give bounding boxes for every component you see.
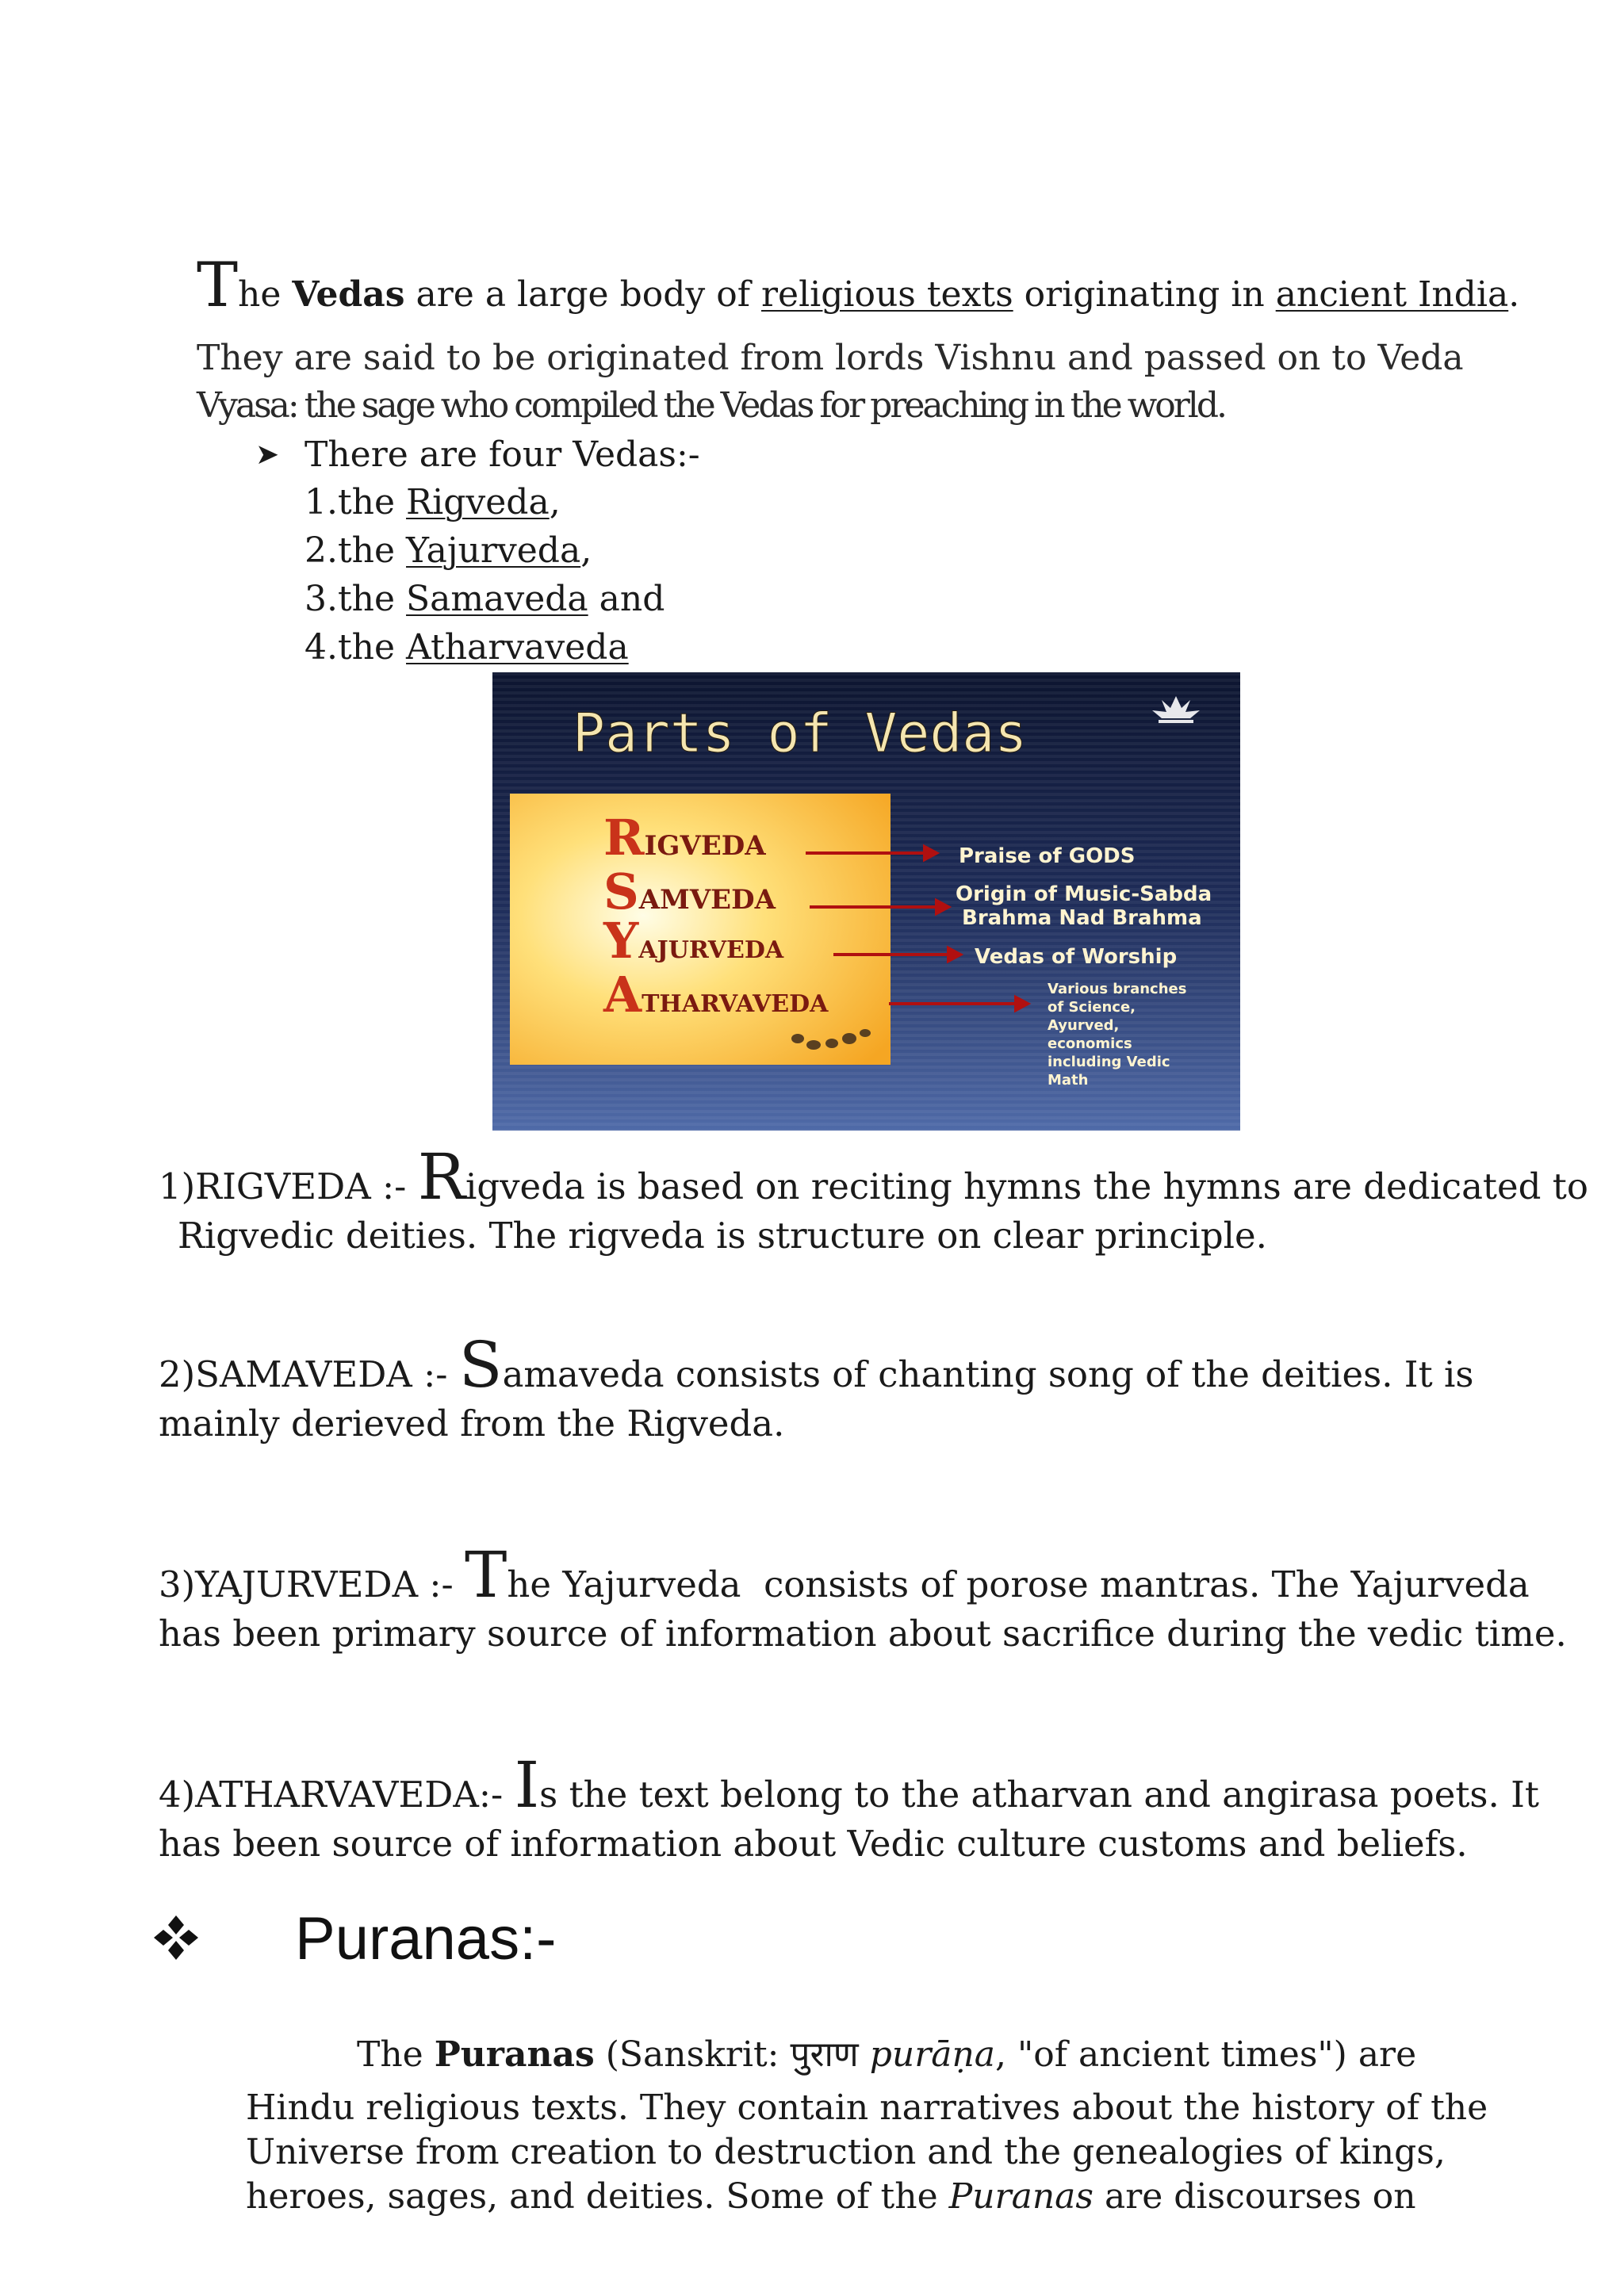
four-diamond-bullet-icon — [151, 1912, 201, 1963]
ancient-india-link[interactable]: ancient India — [1275, 274, 1509, 315]
svg-text:Ayurved,: Ayurved, — [1048, 1017, 1120, 1034]
puranas-line-1: The Puranas (Sanskrit: पुराण purāṇa, "of ancient times") are — [357, 2034, 1417, 2075]
svg-text:Vedas of Worship: Vedas of Worship — [975, 945, 1178, 969]
drop-cap: S — [458, 1328, 503, 1402]
puranas-bold: Puranas — [434, 2034, 595, 2075]
veda-list-item: 3.the Samaveda and — [304, 579, 665, 619]
svg-text:Brahma Nad Brahma: Brahma Nad Brahma — [962, 906, 1202, 930]
yajurveda-link[interactable]: Yajurveda — [406, 530, 581, 571]
svg-text:economics: economics — [1048, 1035, 1132, 1052]
rigveda-line-2: Rigvedic deities. The rigveda is structure on clear principle. — [178, 1215, 1267, 1257]
intro-line-3: Vyasa: the sage who compiled the Vedas for preaching in the world. — [197, 385, 1226, 426]
yajurveda-line-1: 3)YAJURVEDA :- The Yajurveda consists of porose mantras. The Yajurveda — [159, 1538, 1530, 1612]
devanagari-text: पुराण — [790, 2034, 859, 2075]
svg-text:RIGVEDA: RIGVEDA — [603, 809, 766, 867]
intro-line-2: They are said to be originated from lords Vishnu and passed on to Veda — [197, 338, 1464, 378]
samaveda-line-1: 2)SAMAVEDA :- Samaveda consists of chanting song of the deities. It is — [159, 1328, 1474, 1402]
svg-text:Origin of Music-Sabda: Origin of Music-Sabda — [956, 882, 1212, 906]
drop-cap: T — [465, 1538, 508, 1612]
puranas-heading: Puranas:- — [295, 1905, 557, 1973]
religious-texts-link[interactable]: religious texts — [761, 274, 1013, 315]
veda-list-item: 4.the Atharvaveda — [304, 627, 629, 668]
svg-text:Praise of GODS: Praise of GODS — [959, 844, 1136, 868]
samaveda-line-2: mainly derieved from the Rigveda. — [159, 1402, 785, 1445]
svg-text:SAMVEDA: SAMVEDA — [603, 863, 776, 920]
arrow-bullet-icon: ➤ — [255, 438, 280, 471]
bullet-text: There are four Vedas:- — [304, 434, 700, 475]
image-title: Parts of Vedas — [573, 702, 1028, 765]
drop-cap: I — [514, 1748, 540, 1822]
vedas-bold: Vedas — [292, 274, 405, 315]
svg-text:Math: Math — [1048, 1072, 1089, 1089]
puranas-line-4: heroes, sages, and deities. Some of the Puranas are discourses on — [246, 2176, 1416, 2217]
intro-line-1: The Vedas are a large body of religious texts originating in ancient India. — [197, 250, 1520, 321]
svg-text:Various branches: Various branches — [1048, 981, 1187, 997]
puranas-line-3: Universe from creation to destruction and the genealogies of kings, — [246, 2132, 1446, 2172]
drop-cap: T — [197, 250, 239, 321]
puranas-line-2: Hindu religious texts. They contain narratives about the history of the — [246, 2087, 1488, 2128]
svg-text:YAJURVEDA: YAJURVEDA — [603, 912, 784, 970]
rigveda-link[interactable]: Rigveda — [406, 482, 550, 522]
rigveda-line-1: 1)RIGVEDA :- Rigveda is based on reciting hymns the hymns are dedicated to — [159, 1140, 1588, 1214]
svg-text:of Science,: of Science, — [1048, 999, 1136, 1016]
atharvaveda-line-2: has been source of information about Vedic culture customs and beliefs. — [159, 1823, 1468, 1865]
svg-text:including Vedic: including Vedic — [1048, 1054, 1170, 1070]
parts-of-vedas-image — [492, 672, 1240, 1131]
atharvaveda-line-1: 4)ATHARVAVEDA:- Is the text belong to the atharvan and angirasa poets. It — [159, 1748, 1539, 1822]
veda-list-item: 1.the Rigveda, — [304, 482, 561, 522]
yajurveda-line-2: has been primary source of information about sacrifice during the vedic time. — [159, 1613, 1567, 1655]
atharvaveda-link[interactable]: Atharvaveda — [406, 627, 629, 668]
samaveda-link[interactable]: Samaveda — [406, 579, 588, 619]
veda-list-item: 2.the Yajurveda, — [304, 530, 592, 571]
svg-text:ATHARVAVEDA: ATHARVAVEDA — [603, 966, 829, 1024]
drop-cap: R — [417, 1140, 465, 1214]
